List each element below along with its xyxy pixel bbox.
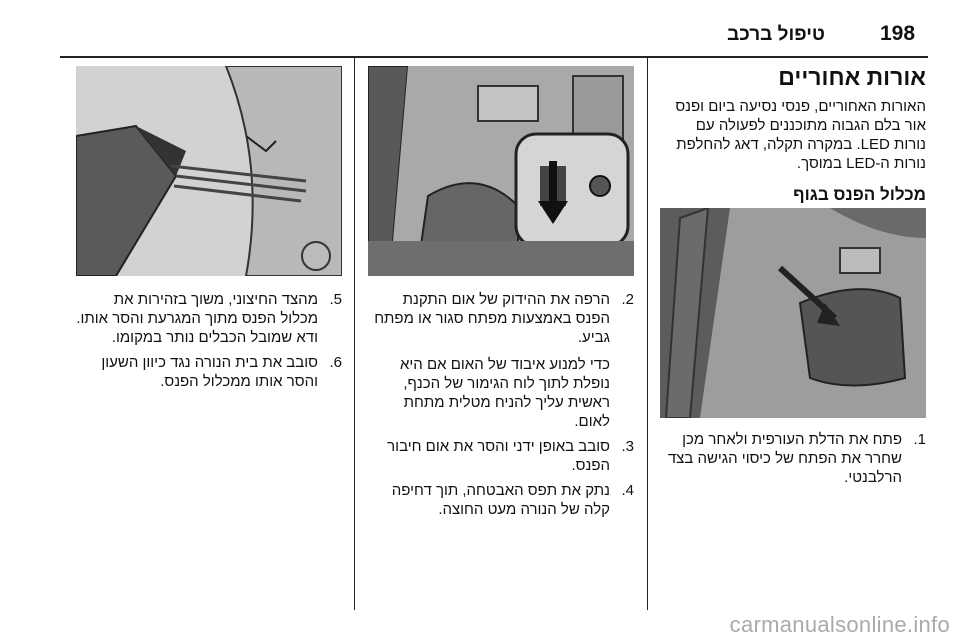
step-number: 6. (329, 354, 342, 371)
left-column-steps (76, 290, 342, 391)
figure-lamp-removal (76, 66, 342, 276)
step-number: 4. (621, 482, 634, 499)
step-text: נתק את תפס האבטחה, תוך דחיפה קלה של הנורה מעט החוצה. (391, 482, 610, 518)
step-number: 1. (913, 431, 926, 448)
step-text: סובב את בית הנורה נגד כיוון השעון והסר אותו ממכלול הפנס. (101, 354, 318, 390)
step-1 (660, 430, 926, 487)
step-6 (76, 353, 342, 391)
step-note (368, 355, 610, 431)
column-divider-right (647, 58, 648, 610)
header-rule (60, 56, 928, 58)
heading-rear-lights: אורות אחוריים (778, 64, 926, 90)
column-divider-left (354, 58, 355, 610)
step-5 (76, 290, 342, 347)
step-3 (368, 437, 634, 475)
middle-column-steps (368, 290, 634, 519)
watermark: carmanualsonline.info (729, 612, 950, 637)
step-text: מהצד החיצוני, משוך בזהירות את מכלול הפנס מתוך המגרעת והסר אותו. ודא שמובל הכבלים נותר במקומו. (76, 291, 318, 346)
section-title: טיפול ברכב (727, 24, 825, 45)
step-number: 5. (329, 291, 342, 308)
step-2 (368, 290, 634, 347)
step-number: 3. (621, 438, 634, 455)
figure-lamp-nut (368, 66, 634, 276)
right-column (660, 64, 926, 205)
figure-rear-access-cover (660, 208, 926, 418)
heading-body-lamp-assembly: מכלול הפנס בגוף (793, 185, 926, 204)
note-text: כדי למנוע איבוד של האום אם היא נופלת לתוך לוח הגימור של הכנף, ראשית עליך להניח מטלית מתחת לאום. (399, 356, 610, 430)
step-text: פתח את הדלת העורפית ולאחר מכן שחרר את הפתח של כיסוי הגישה בצד הרלבנטי. (667, 431, 902, 486)
step-4 (368, 481, 634, 519)
step-number: 2. (621, 291, 634, 308)
intro-paragraph: האורות האחוריים, פנסי נסיעה ביום ופנס אור בלם הגבוה מתוכננים לפעולה עם נורות LED. במקרה תקלה, דאג להחלפת נורות ה-LED במוסך. (675, 98, 926, 172)
page-number: 198 (880, 22, 916, 45)
step-text: הרפה את ההידוק של אום התקנת הפנס באמצעות מפתח סגור או מפתח גביע. (374, 291, 610, 346)
step-text: סובב באופן ידני והסר את אום חיבור הפנס. (387, 438, 610, 474)
